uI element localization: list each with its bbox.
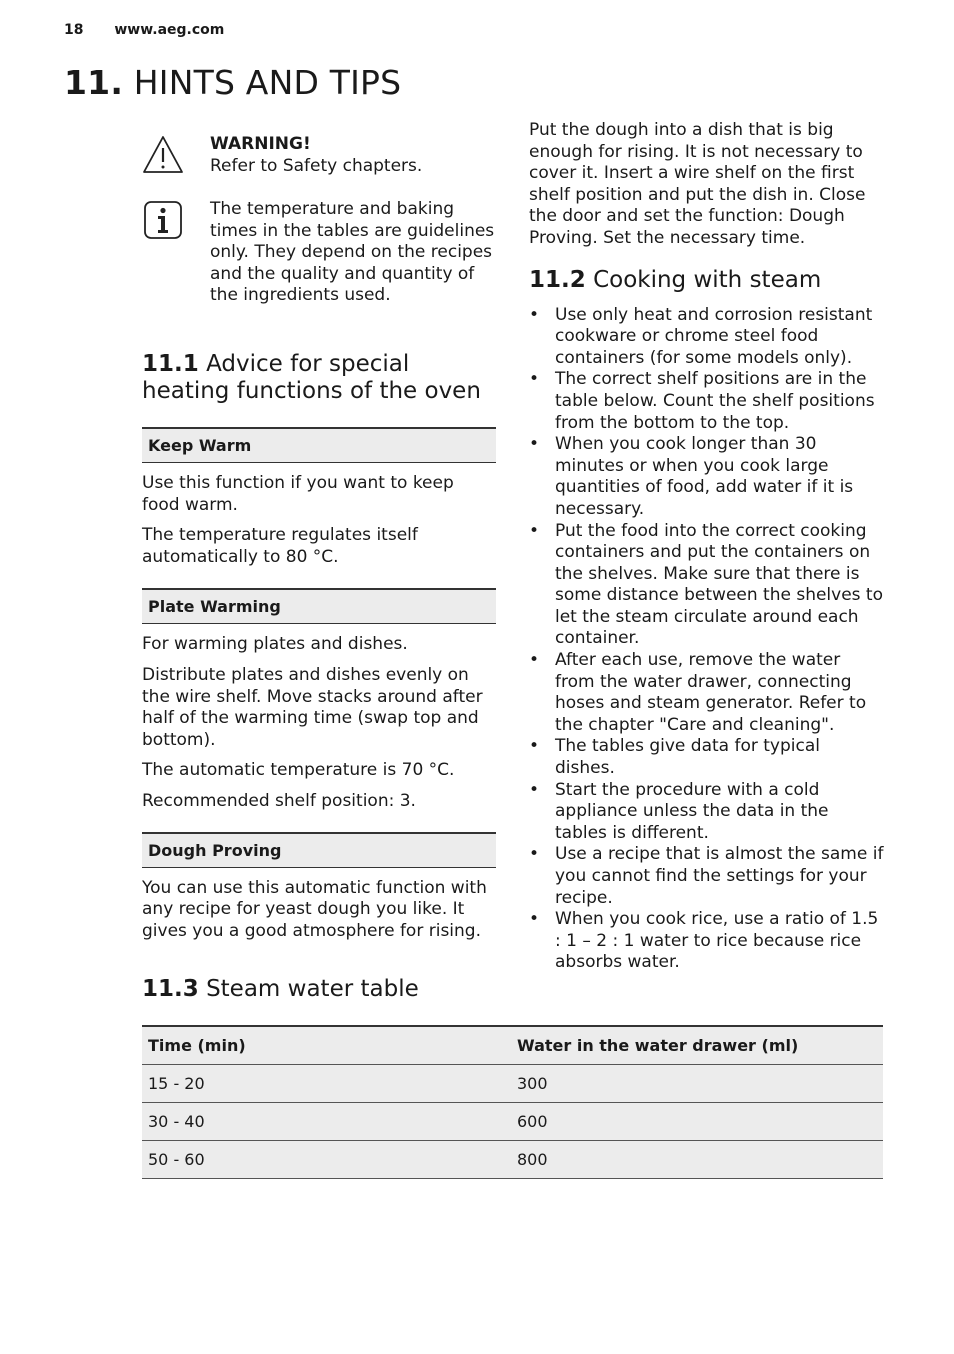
steam-bullet-list (529, 305, 885, 974)
table-row (142, 1103, 883, 1141)
section-title-text: Steam water table (206, 976, 419, 1002)
bullet-item: • Start the procedure with a cold appliance unless the data in the tables is different. (529, 780, 885, 845)
section-11-3-title (142, 976, 419, 1003)
plate-warming-paragraph: The automatic temperature is 70 °C. (142, 760, 455, 781)
right-column (529, 120, 885, 974)
warning-triangle-icon (142, 134, 184, 176)
section-11-1 (142, 351, 496, 942)
info-notice (142, 199, 496, 307)
steam-water-table (142, 1025, 883, 1179)
bullet-item: • When you cook longer than 30 minutes or when you cook large quantities of food, add water if it is necessary. (529, 434, 885, 520)
water-cell: 300 (511, 1065, 883, 1103)
dough-proving-paragraph: Put the dough into a dish that is big enough for rising. It is not necessary to cover it. Insert a wire shelf on the first shelf position and put the dish in. Close the door and set the function: Dough Proving. Set the necessary time. (529, 120, 866, 248)
plate-warming-paragraph: Recommended shelf position: 3. (142, 790, 416, 811)
section-number: 11.2 (529, 266, 586, 293)
section-number: 11.1 (142, 351, 199, 377)
bullet-item: • Use a recipe that is almost the same if you cannot find the settings for your recipe. (529, 844, 885, 909)
column-header-water: Water in the water drawer (ml) (511, 1026, 883, 1065)
chapter-title-text: HINTS AND TIPS (133, 63, 402, 102)
section-title-text: Cooking with steam (593, 266, 822, 293)
warning-text: Refer to Safety chapters. (210, 155, 423, 176)
section-11-1-title (142, 351, 496, 405)
warning-heading: WARNING! (210, 134, 311, 154)
bullet-item: • Put the food into the correct cooking containers and put the containers on the shelves. Make sure that there is some distance between the shelves to let the steam circulate around each container. (529, 521, 885, 651)
plate-warming-paragraph: Distribute plates and dishes evenly on the wire shelf. Move stacks around after half of the warming time (swap top and bottom). (142, 664, 483, 750)
section-title-text: Advice for special heating functions of the oven (142, 351, 481, 404)
page-number: 18 (64, 22, 84, 38)
time-cell: 15 - 20 (142, 1065, 511, 1103)
section-number: 11.3 (142, 976, 199, 1002)
info-text: The temperature and baking times in the tables are guidelines only. They depend on the recipes and the quality and quantity of the ingredients used. (210, 199, 495, 306)
keep-warm-paragraph: Use this function if you want to keep food warm. (142, 473, 454, 515)
chapter-title (64, 63, 401, 102)
keep-warm-paragraph: The temperature regulates itself automatically to 80 °C. (142, 525, 418, 567)
website-url: www.aeg.com (114, 22, 225, 38)
plate-warming-paragraph: For warming plates and dishes. (142, 634, 408, 655)
time-cell: 50 - 60 (142, 1141, 511, 1179)
chapter-number: 11. (64, 63, 124, 102)
bullet-item: • The correct shelf positions are in the table below. Count the shelf positions from the bottom to the top. (529, 369, 885, 434)
bullet-item: • After each use, remove the water from the water drawer, connecting hoses and steam generator. Refer to the chapter "Care and cleaning". (529, 650, 885, 736)
dough-proving-header: Dough Proving (142, 832, 496, 868)
plate-warming-header: Plate Warming (142, 588, 496, 624)
keep-warm-header: Keep Warm (142, 427, 496, 463)
info-icon (142, 199, 184, 241)
column-header-time: Time (min) (142, 1026, 511, 1065)
section-11-2-title (529, 267, 885, 294)
bullet-item: • The tables give data for typical dishes. (529, 736, 885, 779)
bullet-item: • Use only heat and corrosion resistant cookware or chrome steel food containers (for some models only). (529, 305, 885, 370)
dough-proving-paragraph: You can use this automatic function with any recipe for yeast dough you like. It gives you a good atmosphere for rising. (142, 877, 487, 941)
table-row (142, 1141, 883, 1179)
water-cell: 800 (511, 1141, 883, 1179)
page-header (64, 22, 224, 38)
bullet-item: • When you cook rice, use a ratio of 1.5 : 1 – 2 : 1 water to rice because rice absorbs water. (529, 909, 885, 974)
table-row (142, 1065, 883, 1103)
water-cell: 600 (511, 1103, 883, 1141)
time-cell: 30 - 40 (142, 1103, 511, 1141)
warning-notice (142, 134, 496, 177)
table-header-row (142, 1026, 883, 1065)
